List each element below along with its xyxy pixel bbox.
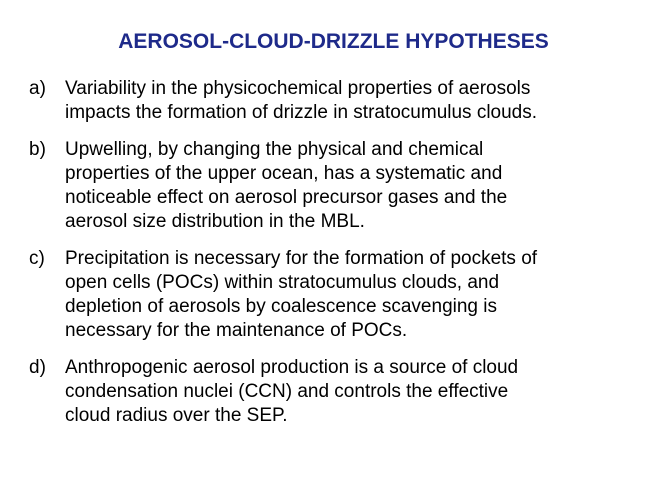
text-line: impacts the formation of drizzle in stratocumulus clouds.	[65, 102, 538, 123]
list-marker: a)	[29, 78, 46, 99]
list-item-d	[29, 356, 639, 428]
list-marker: d)	[29, 357, 46, 378]
text-line: properties of the upper ocean, has a systematic and	[65, 163, 503, 184]
text-line: depletion of aerosols by coalescence scavenging is	[65, 296, 497, 317]
list-item-text	[65, 356, 639, 428]
list-marker: c)	[29, 248, 45, 269]
text-line: Precipitation is necessary for the formation of pockets of	[65, 248, 538, 269]
text-line: aerosol size distribution in the MBL.	[65, 211, 365, 232]
list-item-text	[65, 138, 639, 234]
text-line: Anthropogenic aerosol production is a source of cloud	[65, 357, 519, 378]
text-line: noticeable effect on aerosol precursor gases and the	[65, 187, 508, 208]
text-line: open cells (POCs) within stratocumulus clouds, and	[65, 272, 500, 293]
list-item-c	[29, 247, 639, 343]
slide-title: AEROSOL-CLOUD-DRIZZLE HYPOTHESES	[118, 30, 549, 53]
list-item-text	[65, 77, 639, 125]
list-marker: b)	[29, 139, 46, 160]
list-item-a	[29, 77, 639, 125]
hypotheses-list	[29, 77, 639, 441]
list-item-text	[65, 247, 639, 343]
text-line: necessary for the maintenance of POCs.	[65, 320, 408, 341]
text-line: cloud radius over the SEP.	[65, 405, 288, 426]
text-line: Variability in the physicochemical properties of aerosols	[65, 78, 531, 99]
text-line: condensation nuclei (CCN) and controls the effective	[65, 381, 509, 402]
list-item-b	[29, 138, 639, 234]
text-line: Upwelling, by changing the physical and chemical	[65, 139, 484, 160]
